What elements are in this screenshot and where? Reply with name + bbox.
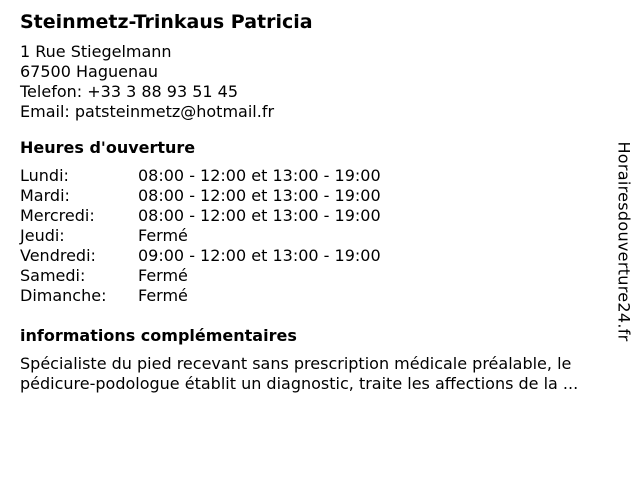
phone-line: Telefon: +33 3 88 93 51 45 xyxy=(20,82,239,101)
hours-day: Jeudi: xyxy=(20,226,65,245)
hours-day: Samedi: xyxy=(20,266,86,285)
hours-row xyxy=(20,166,616,186)
hours-value: Fermé xyxy=(138,286,188,305)
hours-row xyxy=(20,286,616,306)
hours-day: Mercredi: xyxy=(20,206,95,225)
hours-day: Dimanche: xyxy=(20,286,107,305)
address-line-2: 67500 Haguenau xyxy=(20,62,159,81)
hours-value: 08:00 - 12:00 et 13:00 - 19:00 xyxy=(138,186,381,205)
hours-table xyxy=(20,166,616,306)
hours-value: Fermé xyxy=(138,266,188,285)
hours-row xyxy=(20,206,616,226)
hours-value: Fermé xyxy=(138,226,188,245)
email-line: Email: patsteinmetz@hotmail.fr xyxy=(20,102,275,121)
info-title: informations complémentaires xyxy=(20,326,297,345)
hours-day: Mardi: xyxy=(20,186,70,205)
watermark xyxy=(612,135,636,347)
hours-row xyxy=(20,246,616,266)
watermark-text: Horairesdouverture24.fr xyxy=(614,140,634,342)
hours-title: Heures d'ouverture xyxy=(20,138,196,157)
hours-value: 08:00 - 12:00 et 13:00 - 19:00 xyxy=(138,206,381,225)
hours-value: 08:00 - 12:00 et 13:00 - 19:00 xyxy=(138,166,381,185)
business-card xyxy=(20,10,616,394)
hours-value: 09:00 - 12:00 et 13:00 - 19:00 xyxy=(138,246,381,265)
address-line-1: 1 Rue Stiegelmann xyxy=(20,42,172,61)
hours-row xyxy=(20,186,616,206)
hours-row xyxy=(20,226,616,246)
hours-day: Vendredi: xyxy=(20,246,96,265)
hours-row xyxy=(20,266,616,286)
info-description: Spécialiste du pied recevant sans prescription médicale préalable, le pédicure-podologue établit un diagnostic, traite les affections de la ... xyxy=(20,354,579,393)
business-name: Steinmetz-Trinkaus Patricia xyxy=(20,11,313,33)
hours-day: Lundi: xyxy=(20,166,69,185)
